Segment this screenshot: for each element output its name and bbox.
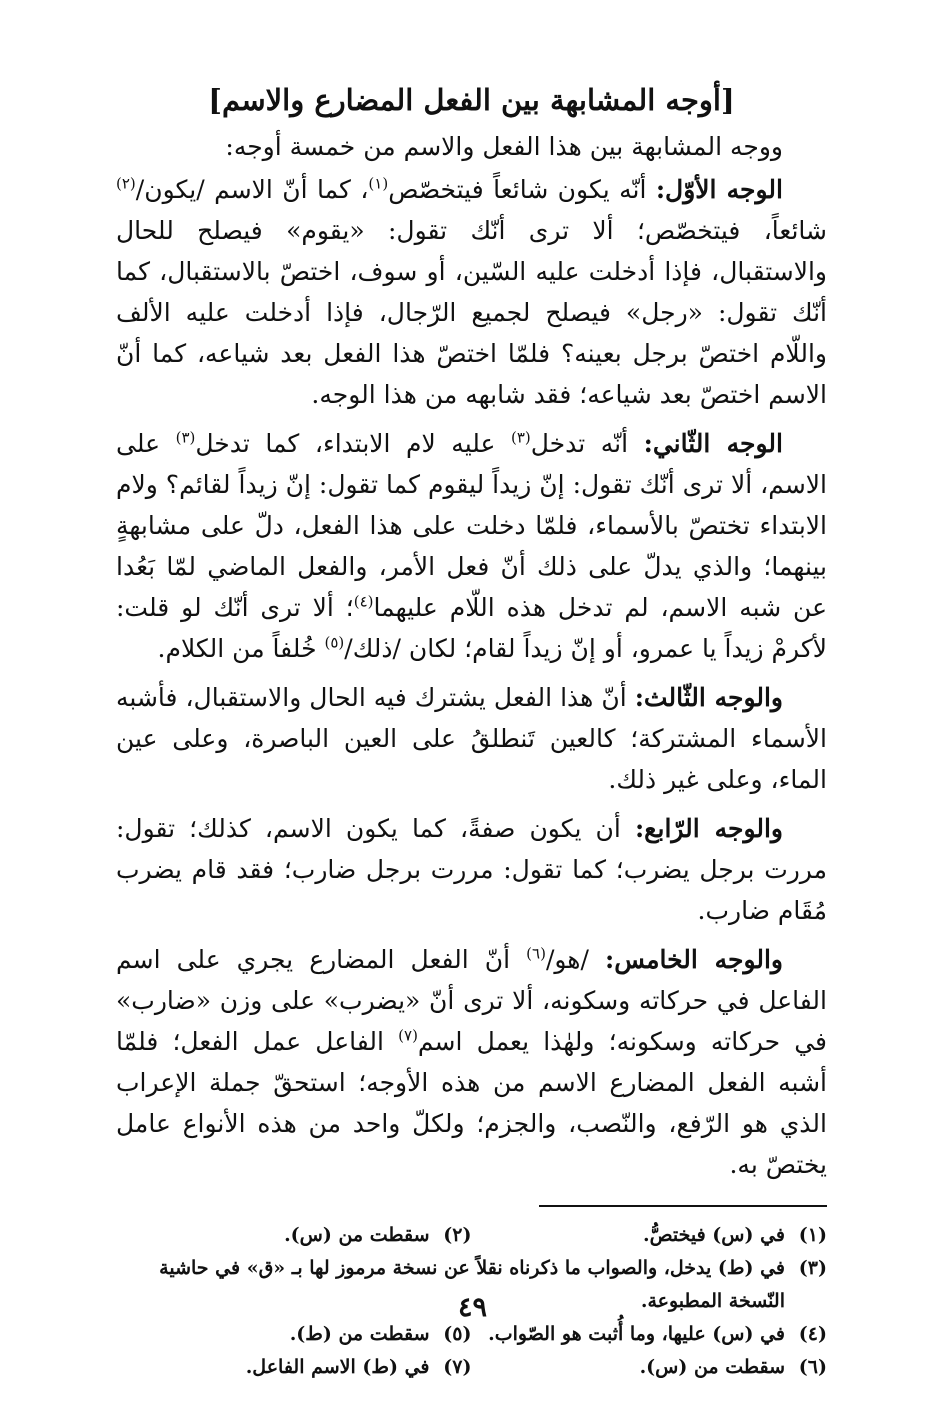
footnote-number: (٢): [443, 1224, 472, 1246]
paragraph-third-aspect: [116, 677, 827, 800]
paragraph-first-aspect: [116, 169, 827, 415]
paragraph-lead: والوجه الخامس:: [604, 945, 783, 974]
intro-paragraph: ووجه المشابهة بين هذا الفعل والاسم من خمسة أوجه:: [225, 132, 783, 161]
footnote: [116, 1351, 472, 1384]
paragraph-text: على الاسم، ألا ترى أنّك تقول: إنّ زيداً ليقوم كما تقول: إنّ زيداً لقائم؟ ولام الابتداء تختصّ بالأسماء، فلمّا دخلت على هذا الفعل، دلّ على مشابهةٍ بينهما؛ والذي يدلّ على ذلك أنّ فعل الأمر، والفعل الماضي لمّا بَعُدا عن شبه الاسم، لم تدخل هذه اللّام عليهما: [116, 429, 827, 622]
footnote-ref: (١): [368, 174, 389, 193]
paragraph-lead: والوجه الثّالث:: [634, 683, 783, 712]
paragraph-text: الفاعل عمل الفعل؛ فلمّا أشبه الفعل المضارع الاسم من هذه الأوجه؛ استحقّ جملة الإعراب الذي هو الرّفع، والنّصب، والجزم؛ ولكلّ واحد من هذه الأنواع عامل يختصّ به.: [116, 1027, 827, 1179]
footnote-text: سقطت من (ط).: [289, 1323, 430, 1345]
paragraph-text: عليه لام الابتداء، كما تدخل: [195, 429, 511, 458]
footnote-row: [116, 1219, 827, 1252]
footnote-ref: (٥): [324, 633, 345, 652]
section-heading: [أوجه المشابهة بين الفعل المضارع والاسم]: [208, 83, 735, 117]
footnote: [116, 1219, 472, 1252]
paragraph-text: شائعاً، فيتخصّص؛ ألا ترى أنّك تقول: «يقوم» فيصلح للحال والاستقبال، فإذا أدخلت عليه السّين، أو سوف، اختصّ بالاستقبال، كما أنّك تقول: «رجل» فيصلح لجميع الرّجال، فإذا أدخلت عليه الألف واللّام اختصّ برجل بعينه؟ فلمّا اختصّ هذا الفعل بعد شياعه، كما أنّ الاسم اختصّ بعد شياعه؛ فقد شابهه من هذا الوجه.: [116, 216, 827, 409]
paragraph-text: أنّ الفعل المضارع يجري على اسم الفاعل في حركاته وسكونه، ألا ترى أنّ «يضرب» على وزن «ضارب» في حركاته وسكونه؛ ولهٰذا يعمل اسم: [116, 945, 827, 1056]
footnote-ref: (٢): [116, 174, 136, 193]
footnote-text: سقطت من (س).: [639, 1356, 785, 1378]
paragraph-fifth-aspect: [116, 939, 827, 1185]
page-number: ٤٩: [457, 1292, 487, 1323]
paragraph-text: /هو/: [545, 945, 605, 974]
footnote-ref: (٣): [510, 428, 531, 447]
paragraph-fourth-aspect: [116, 808, 827, 931]
footnote-ref: (٧): [398, 1026, 418, 1045]
footnote: [472, 1219, 828, 1252]
footnote-text: سقطت من (س).: [284, 1224, 430, 1246]
footnote-ref: (٦): [526, 944, 546, 963]
footnote-text: في (س) عليها، وما أُثبت هو الصّواب.: [488, 1323, 785, 1345]
paragraph-text: أنّه تدخل: [530, 429, 644, 458]
footnote-text: في (ط) يدخل، والصواب ما ذكرناه نقلاً عن نسخة مرموز لها بـ «ق» في حاشية النّسخة المطبوعة.: [159, 1257, 785, 1312]
paragraph-text: أن يكون صفةً، كما يكون الاسم، كذلك؛ تقول: مررت برجل يضرب؛ كما تقول: مررت برجل ضارب؛ فقد قام يضرب مُقَام ضارب.: [116, 814, 827, 925]
footnote-number: (١): [798, 1224, 827, 1246]
footnote-number: (٥): [443, 1323, 472, 1345]
footnote-text: في (ط) الاسم الفاعل.: [245, 1356, 430, 1378]
paragraph-text: خُلفاً من الكلام.: [157, 634, 325, 663]
main-text: [116, 126, 827, 1185]
paragraph-text: أنّ هذا الفعل يشترك فيه الحال والاستقبال، فأشبه الأسماء المشتركة؛ كالعين تَنطلقُ على العين الباصرة، وعلى عين الماء، وعلى غير ذلك.: [116, 683, 827, 794]
paragraph-text: ؛ ألا ترى أنّك لو قلت: لأكرمْ زيداً يا عمرو، أو إنّ زيداً لقام؛ لكان /ذلك/: [116, 593, 827, 663]
footnote-separator: [539, 1205, 827, 1207]
footnote-number: (٧): [443, 1356, 472, 1378]
footnote-text: في (س) فيختصُّ.: [642, 1224, 785, 1246]
footnote-ref: (٤): [353, 592, 374, 611]
paragraph-text: أنّه يكون شائعاً فيتخصّص: [388, 175, 656, 204]
footnote-row: [116, 1351, 827, 1384]
paragraph-second-aspect: [116, 423, 827, 669]
paragraph-text: ، كما أنّ الاسم /يكون/: [135, 175, 369, 204]
paragraph-lead: الوجه الأوّل:: [655, 175, 783, 204]
footnote-number: (٦): [798, 1356, 827, 1378]
paragraph-lead: والوجه الرّابع:: [634, 814, 783, 843]
footnote: [472, 1351, 828, 1384]
paragraph-lead: الوجه الثّاني:: [643, 429, 783, 458]
footnote-ref: (٣): [175, 428, 196, 447]
footnote-number: (٤): [798, 1323, 827, 1345]
footnote-number: (٣): [798, 1257, 827, 1279]
